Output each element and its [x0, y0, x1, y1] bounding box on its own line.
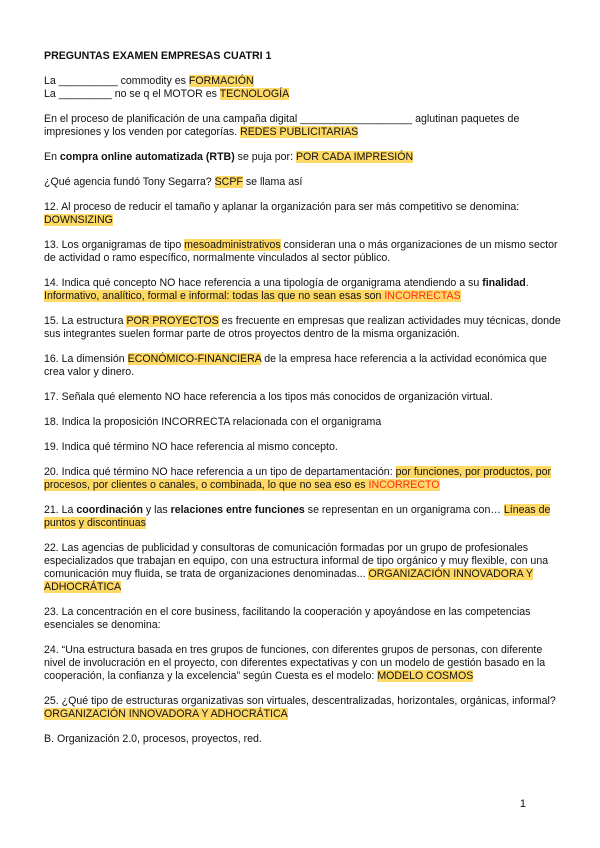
red-emphasis: INCORRECTAS — [384, 290, 461, 302]
line-commodity — [44, 75, 564, 88]
question-text: de la empresa hace referencia a la actividad económica que crea valor y dinero. — [44, 353, 547, 378]
question-text: consideran una o más organizaciones de un mismo sector de actividad o ramo específico, normalmente vinculados al sector público. — [44, 239, 558, 264]
question-text: y las — [142, 504, 171, 516]
question-text: se representan en un organigrama con… — [304, 504, 504, 516]
question-16 — [44, 353, 564, 379]
answer-highlight: FORMACIÓN — [188, 75, 254, 87]
question-24 — [44, 644, 564, 683]
bold-term: coordinación — [76, 504, 143, 516]
document-page — [44, 50, 564, 758]
question-text: 22. Las agencias de publicidad y consultoras de comunicación formadas por un grupo de profesionales especializados que trabajan en equipo, con una estructura informal de tipo orgánico y muy flexible, con una comunicación muy fluida, se trata de organizaciones denominadas... — [44, 542, 549, 580]
answer-text: por funciones, por productos, por procesos, por clientes o canales, o combinada, lo que no sea eso es — [44, 466, 552, 491]
question-20 — [44, 466, 564, 492]
answer-highlight: SCPF — [214, 176, 243, 188]
question-text: 25. ¿Qué tipo de estructuras organizativas son virtuales, descentralizadas, horizontales, orgánicas, informal? — [44, 695, 556, 707]
answer-highlight: mesoadministrativos — [184, 239, 281, 251]
question-text: 24. “Una estructura basada en tres grupos de funciones, con diferentes grupos de personas, con diferente nivel de involucración en el proyecto, con diferentes expectativas y con un modelo de gestión basado en la cooperación, la confianza y la excelencia” según Cuesta es el modelo: — [44, 644, 546, 682]
question-text: 15. La estructura — [44, 315, 127, 327]
question-text: ¿Qué agencia fundó Tony Segarra? — [44, 176, 215, 188]
question-23: 23. La concentración en el core business, facilitando la cooperación y apoyándose en las competencias esenciales se denomina: — [44, 606, 531, 631]
bold-term: finalidad — [482, 277, 526, 289]
question-15 — [44, 315, 564, 341]
question-14 — [44, 277, 564, 303]
answer-highlight — [44, 290, 461, 302]
question-text: 21. La — [44, 504, 77, 516]
answer-highlight: POR PROYECTOS — [126, 315, 219, 327]
answer-highlight: REDES PUBLICITARIAS — [240, 126, 359, 138]
line-motor — [44, 88, 564, 101]
question-text: En — [44, 151, 60, 163]
question-tony — [44, 176, 564, 189]
question-text: 13. Los organigramas de tipo — [44, 239, 185, 251]
question-21 — [44, 504, 564, 530]
page-number: 1 — [519, 798, 526, 810]
question-22 — [44, 542, 564, 594]
question-text: se puja por: — [234, 151, 296, 163]
line-text: La __________ commodity es — [44, 75, 189, 87]
document-title: PREGUNTAS EXAMEN EMPRESAS CUATRI 1 — [44, 50, 272, 62]
question-13 — [44, 239, 564, 265]
question-campaign — [44, 113, 564, 139]
question-17: 17. Señala qué elemento NO hace referencia a los tipos más conocidos de organización virtual. — [44, 391, 493, 403]
answer-highlight: ECONÓMICO-FINANCIERA — [127, 353, 262, 365]
question-text: se llama así — [242, 176, 303, 188]
answer-highlight: TECNOLOGÍA — [219, 88, 290, 100]
question-text: 14. Indica qué concepto NO hace referencia a una tipología de organigrama atendiendo a su — [44, 277, 483, 289]
question-text: 20. Indica qué término NO hace referencia a un tipo de departamentación: — [44, 466, 396, 478]
question-b: B. Organización 2.0, procesos, proyectos, red. — [44, 733, 262, 745]
answer-highlight: ORGANIZACIÓN INNOVADORA Y ADHOCRÁTICA — [44, 708, 288, 720]
bold-term: compra online automatizada (RTB) — [59, 151, 235, 163]
answer-highlight: POR CADA IMPRESIÓN — [295, 151, 414, 163]
question-text: es frecuente en empresas que realizan actividades muy técnicas, donde sus integrantes suelen formar parte de otros proyectos dentro de la misma organización. — [44, 315, 561, 340]
red-emphasis: INCORRECTO — [368, 479, 440, 491]
question-19: 19. Indica qué término NO hace referencia al mismo concepto. — [44, 441, 338, 453]
answer-highlight: DOWNSIZING — [44, 214, 113, 226]
bold-term: relaciones entre funciones — [170, 504, 305, 516]
answer-text: Informativo, analítico, formal e informal: todas las que no sean esas son — [44, 290, 385, 302]
answer-highlight: ORGANIZACIÓN INNOVADORA Y ADHOCRÁTICA — [44, 568, 533, 593]
question-text: 16. La dimensión — [44, 353, 128, 365]
question-text: 12. Al proceso de reducir el tamaño y aplanar la organización para ser más competitivo se denomina: — [44, 201, 520, 213]
question-text: En el proceso de planificación de una campaña digital ___________________ aglutinan paquetes de impresiones y los venden por categorías. — [44, 113, 520, 138]
answer-highlight: Líneas de puntos y discontinuas — [44, 504, 551, 529]
question-12 — [44, 201, 564, 227]
question-text: . — [525, 277, 529, 289]
line-text: La _________ no se q el MOTOR es — [44, 88, 220, 100]
question-18: 18. Indica la proposición INCORRECTA relacionada con el organigrama — [44, 416, 382, 428]
question-rtb — [44, 151, 564, 164]
question-25 — [44, 695, 564, 721]
answer-highlight: MODELO COSMOS — [377, 670, 474, 682]
